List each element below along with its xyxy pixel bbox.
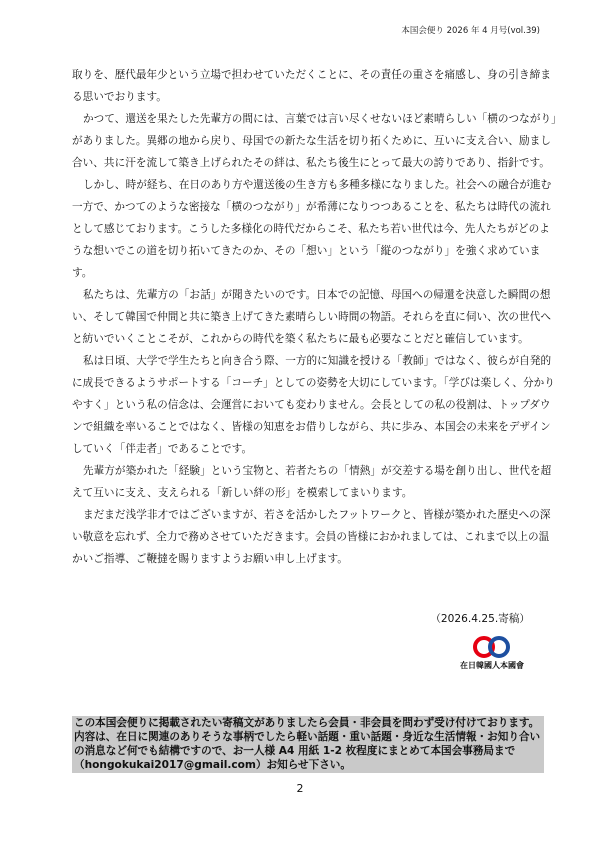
paragraph-1: 取りを、歴代最年少という立場で担わせていただくことに、その責任の重さを痛感し、身の引き締まる思いでおります。 xyxy=(72,69,551,103)
paragraph-2: かつて、還送を果たした先輩方の間には、言葉では言い尽くせないほど素晴らしい「横のつながり」がありました。異郷の地から戻り、母国での新たな生活を切り拓くために、互いに支え合い、励まし合い、共に汗を流して築き上げられたその絆は、私たち後生にとって最大の誇りであり、指針です。 xyxy=(72,113,557,169)
paragraph-3: しかし、時が経ち、在日のあり方や還送後の生き方も多種多様になりました。社会への融合が進む一方で、かつてのような密接な「横のつながり」が希薄になりつつあることを、私たちは時代の流れとして感じております。こうした多様化の時代だからこそ、私たち若い世代は今、先人たちがどのような想いでこの道を切り拓いてきたのか、その「想い」という「縦のつながり」を強く求めています。 xyxy=(72,179,552,279)
contribution-date: （2026.4.25.寄稿） xyxy=(430,613,530,625)
paragraph-6: 先輩方が築かれた「経験」という宝物と、若者たちの「情熱」が交差する場を創り出し、世代を超えて互いに支え、支えられる「新しい絆の形」を模索してまいります。 xyxy=(72,465,552,499)
paragraph-5: 私は日頃、大学で学生たちと向き合う際、一方的に知識を授ける「教師」ではなく、彼らが自発的に成長できるようサポートする「コーチ」としての姿勢を大切にしています。「学びは楽しく、分かりやすく」という私の信念は、会運営においても変わりません。会長としての私の役割は、トップダウンで組織を率いることではなく、皆様の知恵をお借りしながら、共に歩み、本国会の未来をデザインしていく「伴走者」であることです。 xyxy=(72,355,555,455)
paragraph-4: 私たちは、先輩方の「お話」が聞きたいのです。日本での記憶、母国への帰還を決意した瞬間の想い、そして韓国で仲間と共に築き上げてきた素晴らしい時間の物語。それらを直に伺い、次の世代へと紡いでいくことこそが、これからの時代を築く私たちに最も必要なことだと確信しています。 xyxy=(72,289,551,345)
newsletter-header: 本国会便り 2026 年 4 月号(vol.39) xyxy=(401,26,540,36)
submission-notice-box xyxy=(72,716,544,773)
submission-notice-text: この本国会便りに掲載されたい寄稿文がありましたら会員・非会員を問わず受け付けております。内容は、在日に関連のありそうな事柄でしたら軽い話題・重い話題・身近な生活情報・お知り合いの消息など何でも結構ですので、お一人様 A4 用紙 1-2 枚程度にまとめて本国会事務局まで（hongokukai2017@gmail.com）お知らせ下さい。 xyxy=(74,717,541,771)
article-body xyxy=(72,64,558,570)
logo-circles-icon xyxy=(473,636,511,658)
organization-logo xyxy=(447,636,537,676)
paragraph-7: まだまだ浅学非才ではございますが、若さを活かしたフットワークと、皆様が築かれた歴史への深い敬意を忘れず、全力で務めさせていただきます。会員の皆様におかれましては、これまで以上の温かいご指導、ご鞭撻を賜りますようお願い申し上げます。 xyxy=(72,509,551,565)
logo-text: 在日韓國人本國會 xyxy=(460,661,524,670)
page-number: 2 xyxy=(296,782,304,795)
